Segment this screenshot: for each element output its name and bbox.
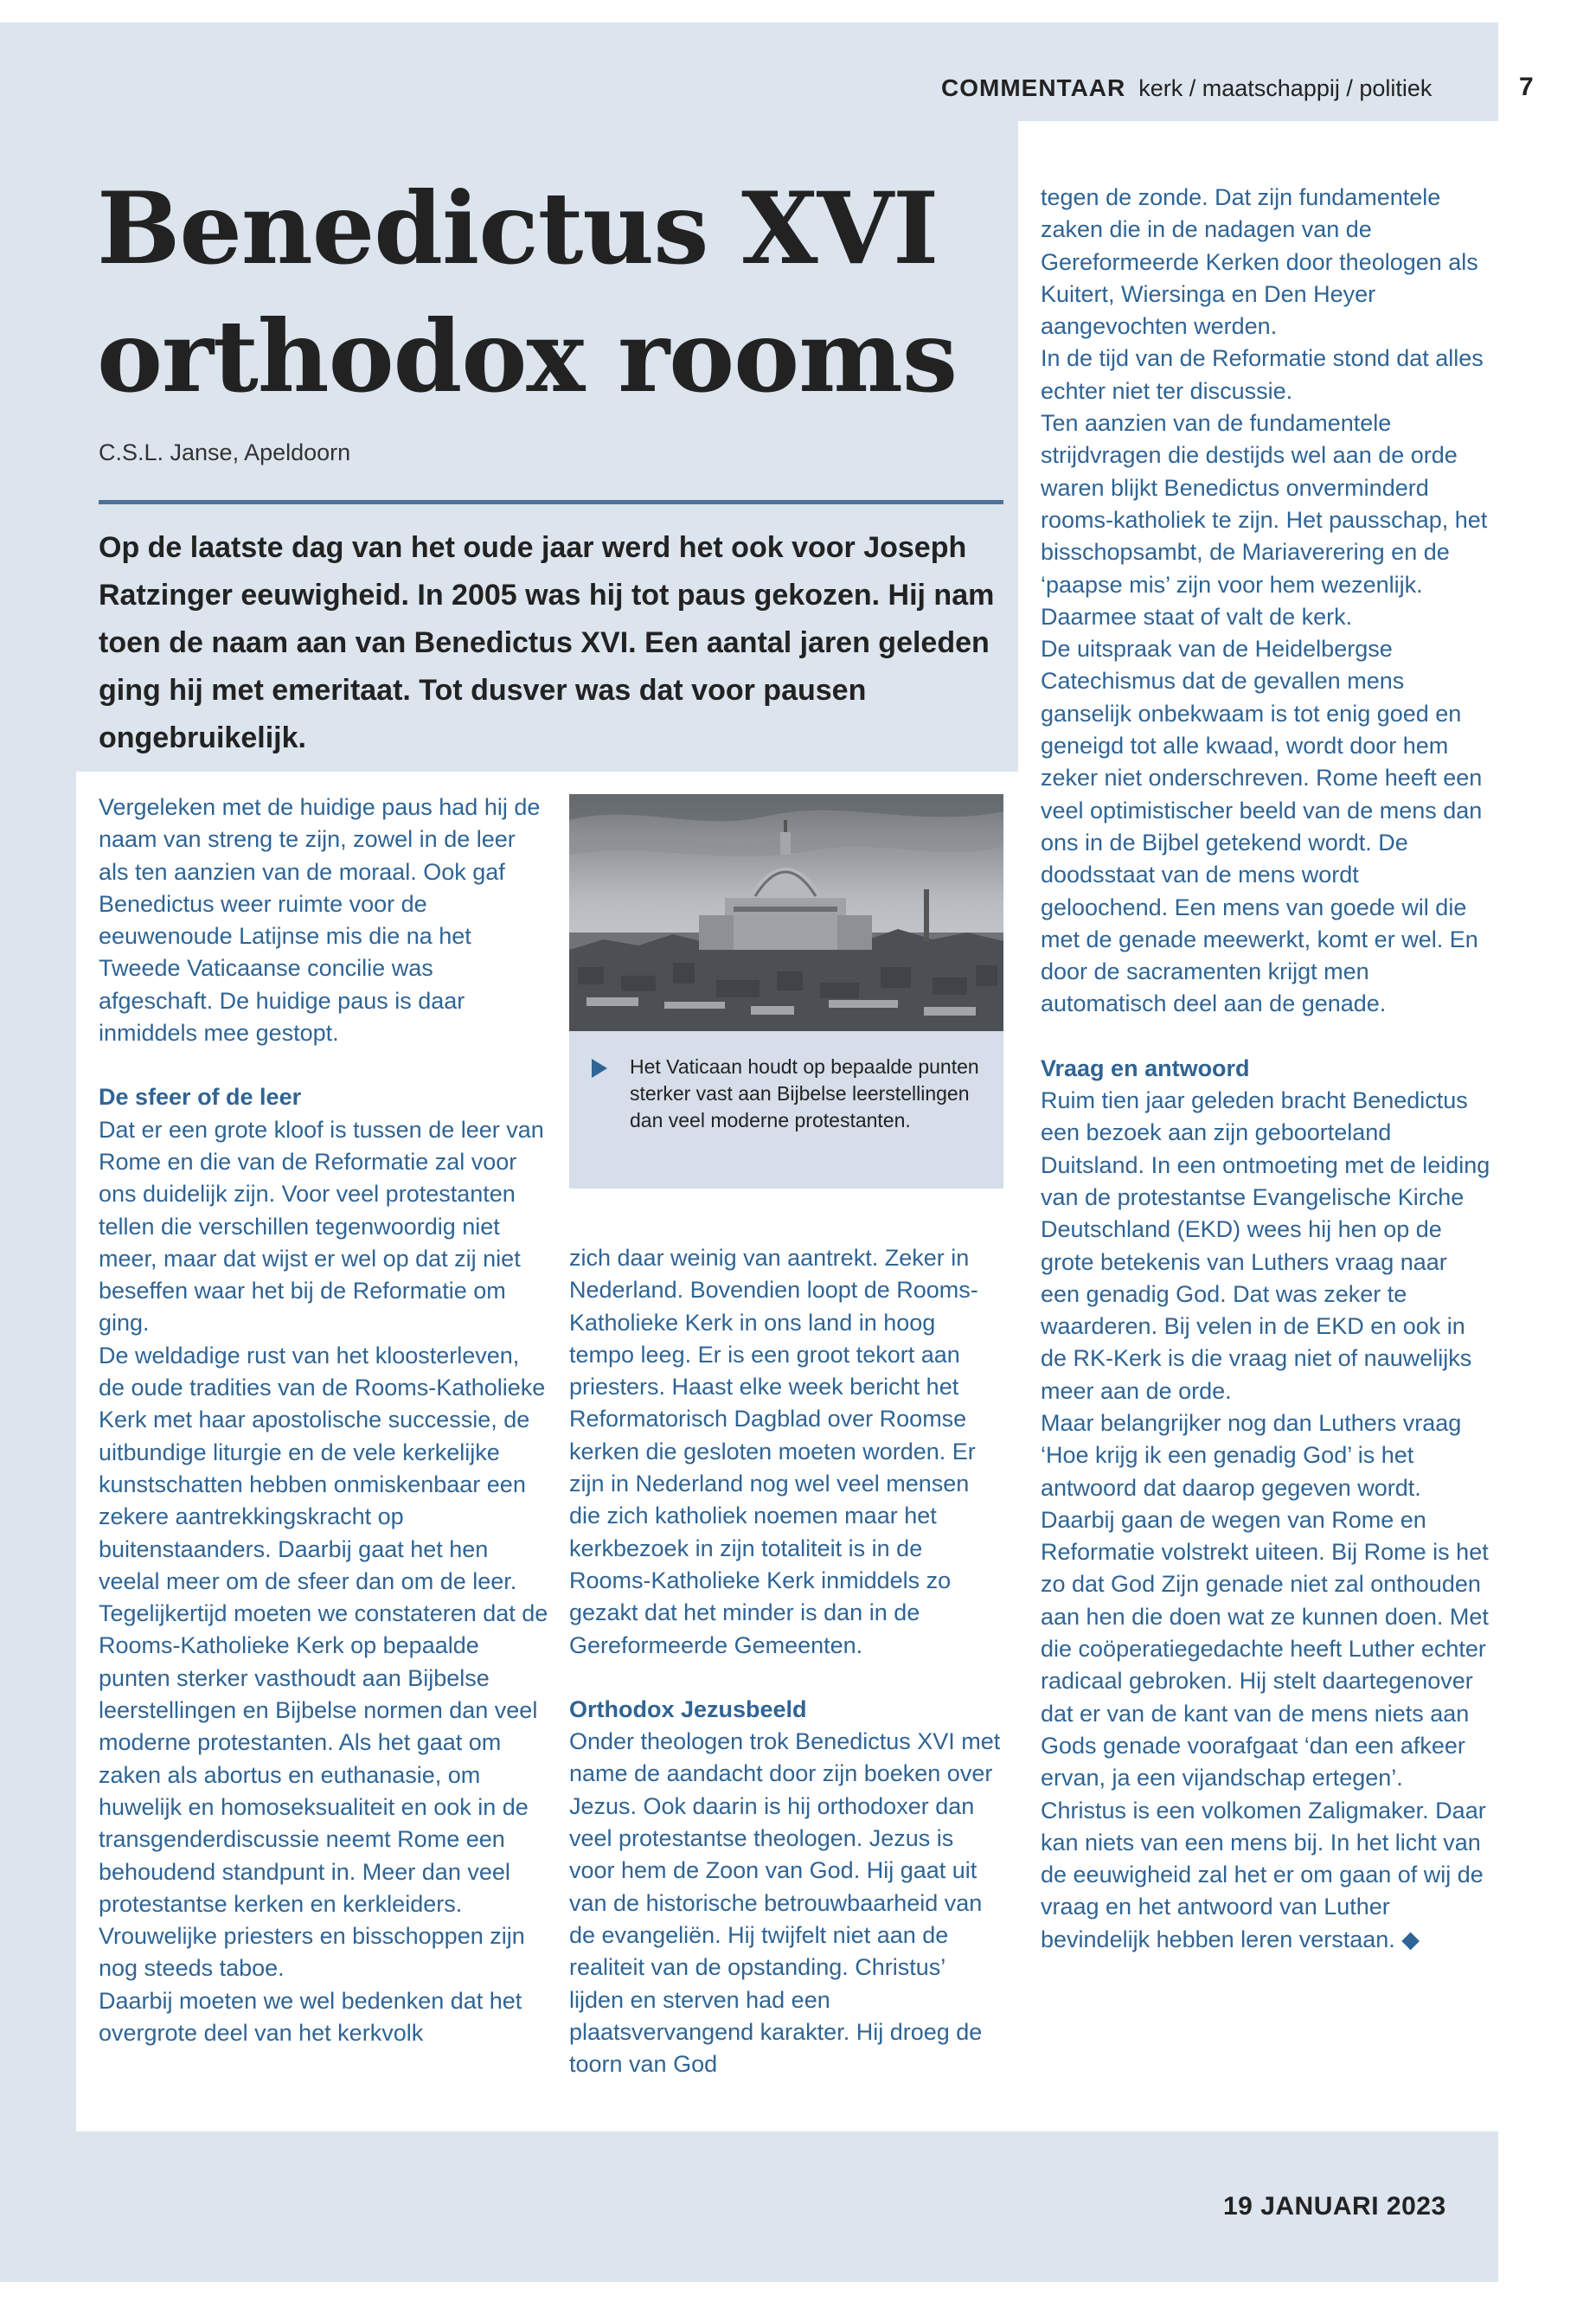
paragraph: zich daar weinig van aantrekt. Zeker in Nederland. Bovendien loopt de Rooms-Katholieke Kerk in ons land in hoog tempo leeg. Er is een groot tekort aan priesters. Haast elke week bericht het Reformatorisch Dagblad over Roomse kerken die gesloten moeten worden. Er zijn in Nederland nog wel veel mensen die zich katholiek noemen maar het kerkbezoek in zijn totaliteit is in de Rooms-Katholieke Kerk inmiddels zo gezakt dat het minder is dan in de Gereformeerde Gemeenten. bbox=[569, 1245, 978, 1658]
subheading-sfeer: De sfeer of de leer bbox=[99, 1084, 302, 1111]
paragraph: Onder theologen trok Benedictus XVI met name de aandacht door zijn boeken over Jezus. Ook daarin is hij orthodoxer dan veel protestantse theologen. Jezus is voor hem de Zoon van God. Hij gaat uit van de historische betrouwbaarheid van de evangeliën. Hij twijfelt niet aan de realiteit van de opstanding. Christus’ lijden en sterven had een plaatsvervangend karakter. Hij droeg de toorn van God bbox=[569, 1728, 1001, 2078]
subsection-label: kerk / maatschappij / politiek bbox=[1138, 75, 1433, 101]
caption-arrow-icon bbox=[592, 1059, 607, 1078]
vatican-photo bbox=[569, 794, 1003, 1031]
column-2 bbox=[569, 1242, 1002, 2080]
subheading-vraag: Vraag en antwoord bbox=[1041, 1054, 1250, 1081]
section-label: COMMENTAAR bbox=[941, 74, 1126, 101]
section-header bbox=[941, 74, 1432, 102]
subheading-orthodox: Orthodox Jezusbeeld bbox=[569, 1695, 807, 1722]
paragraph-text: Maar belangrijker nog dan Luthers vraag ‘Hoe krijg ik een genadig God’ is het antwoord dat daarop gegeven wordt. Daarbij gaan de wegen van Rome en Reformatie volstrekt uiteen. Bij Rome is het zo dat God Zijn genade niet zal onthouden aan hen die doen wat ze kunnen doen. Met die coöperatiegedachte heeft Luther echter radicaal gebroken. Hij stelt daartegenover dat er van de kant van de mens niets aan Gods genade voorafgaat ‘dan een afkeer ervan, ja een vijandschap ertegen’. Christus is een volkomen Zaligmaker. Daar kan niets van een mens bij. In het licht van de eeuwigheid zal het er om gaan of wij de vraag en het antwoord van Luther bevindelijk hebben leren verstaan. bbox=[1041, 1409, 1489, 1952]
issue-date: 19 JANUARI 2023 bbox=[1223, 2192, 1446, 2221]
vatican-skyline-image bbox=[569, 794, 1003, 1031]
paragraph: De weldadige rust van het kloosterleven, de oude tradities van de Rooms-Katholieke Kerk met haar apostolische successie, de uitbundige liturgie en de vele kerkelijke kunstschatten hebben onmiskenbaar een zekere aantrekkingskracht op buitenstaanders. Daarbij gaat het hen veelal meer om de sfeer dan om de leer. bbox=[99, 1342, 546, 1594]
column-1 bbox=[99, 792, 548, 2049]
paragraph: Daarbij moeten we wel bedenken dat het overgrote deel van het kerkvolk bbox=[99, 1987, 522, 2046]
photo-caption: Het Vaticaan houdt op bepaalde punten sterker vast aan Bijbelse leerstellingen dan veel moderne protestanten. bbox=[630, 1055, 979, 1131]
page-number-strip bbox=[1498, 0, 1596, 121]
paragraph: De uitspraak van de Heidelbergse Catechismus dat de gevallen mens ganselijk onbekwaam is tot enig goed en geneigd tot alle kwaad, wordt door hem zeker niet onderschreven. Rome heeft een veel optimistischer beeld van de mens dan ons in de Bijbel getekend wordt. De doodsstaat van de mens wordt geloochend. Een mens van goede wil die met de genade meewerkt, komt er wel. En door de sacramenten krijgt men automatisch deel aan de genade. bbox=[1041, 636, 1483, 1017]
title-divider bbox=[99, 500, 1003, 504]
paragraph bbox=[1041, 1407, 1490, 1956]
paragraph: In de tijd van de Reformatie stond dat alles echter niet ter discussie. bbox=[1041, 345, 1484, 404]
article-lead: Op de laatste dag van het oude jaar werd het ook voor Joseph Ratzinger eeuwigheid. In 2005 was hij tot paus gekozen. Hij nam toen de naam aan van Benedictus XVI. Een aantal jaren geleden ging hij met emeritaat. Tot dusver was dat voor pausen ongebruikelijk. bbox=[99, 531, 995, 754]
end-mark-icon: ◆ bbox=[1401, 1926, 1420, 1952]
column-3 bbox=[1041, 182, 1490, 1956]
article-author: C.S.L. Janse, Apeldoorn bbox=[99, 439, 351, 465]
paragraph: Dat er een grote kloof is tussen de leer van Rome en die van de Reformatie zal voor ons duidelijk zijn. Voor veel protestanten tellen die verschillen tegenwoordig niet meer, maar dat wijst er wel op dat zij niet beseffen waar het bij de Reformatie om ging. bbox=[99, 1116, 544, 1336]
paragraph: Vergeleken met de huidige paus had hij de naam van streng te zijn, zowel in de leer als ten aanzien van de moraal. Ook gaf Benedictus weer ruimte voor de eeuwenoude Latijnse mis die na het Tweede Vaticaanse concilie was afgeschaft. De huidige paus is daar inmiddels mee gestopt. bbox=[99, 794, 541, 1047]
paragraph: Ruim tien jaar geleden bracht Benedictus een bezoek aan zijn geboorteland Duitsland. In een ontmoeting met de leiding van de protestantse Evangelische Kirche Deutschland (EKD) wees hij hen op de grote betekenis van Luthers vraag naar een genadig God. Dat was zeker te waarderen. Bij velen in de EKD en ook in de RK-Kerk is die vraag niet of nauwelijks meer aan de orde. bbox=[1041, 1087, 1490, 1404]
paragraph: tegen de zonde. Dat zijn fundamentele zaken die in de nadagen van de Gereformeerde Kerken door theologen als Kuitert, Wiersinga en Den Heyer aangevochten werden. bbox=[1041, 184, 1478, 340]
paragraph: Tegelijkertijd moeten we constateren dat de Rooms-Katholieke Kerk op bepaalde punten sterker vasthoudt aan Bijbelse leerstellingen en Bijbelse normen dan veel moderne protestanten. Als het gaat om zaken als abortus en euthanasie, om huwelijk en homoseksualiteit en ook in de transgenderdiscussie neemt Rome een behoudend standpunt in. Meer dan veel protestantse kerken en kerkleiders. Vrouwelijke priesters en bisschoppen zijn nog steeds taboe. bbox=[99, 1600, 548, 1982]
page-number: 7 bbox=[1519, 73, 1534, 101]
paragraph: Ten aanzien van de fundamentele strijdvragen die destijds wel aan de orde waren blijkt Benedictus onverminderd rooms-katholiek te zijn. Het pausschap, het bisschopsambt, de Mariaverering en de ‘paapse mis’ zijn voor hem wezenlijk. Daarmee staat of valt de kerk. bbox=[1041, 410, 1488, 630]
article-title: Benedictus XVI orthodox rooms bbox=[97, 170, 958, 414]
